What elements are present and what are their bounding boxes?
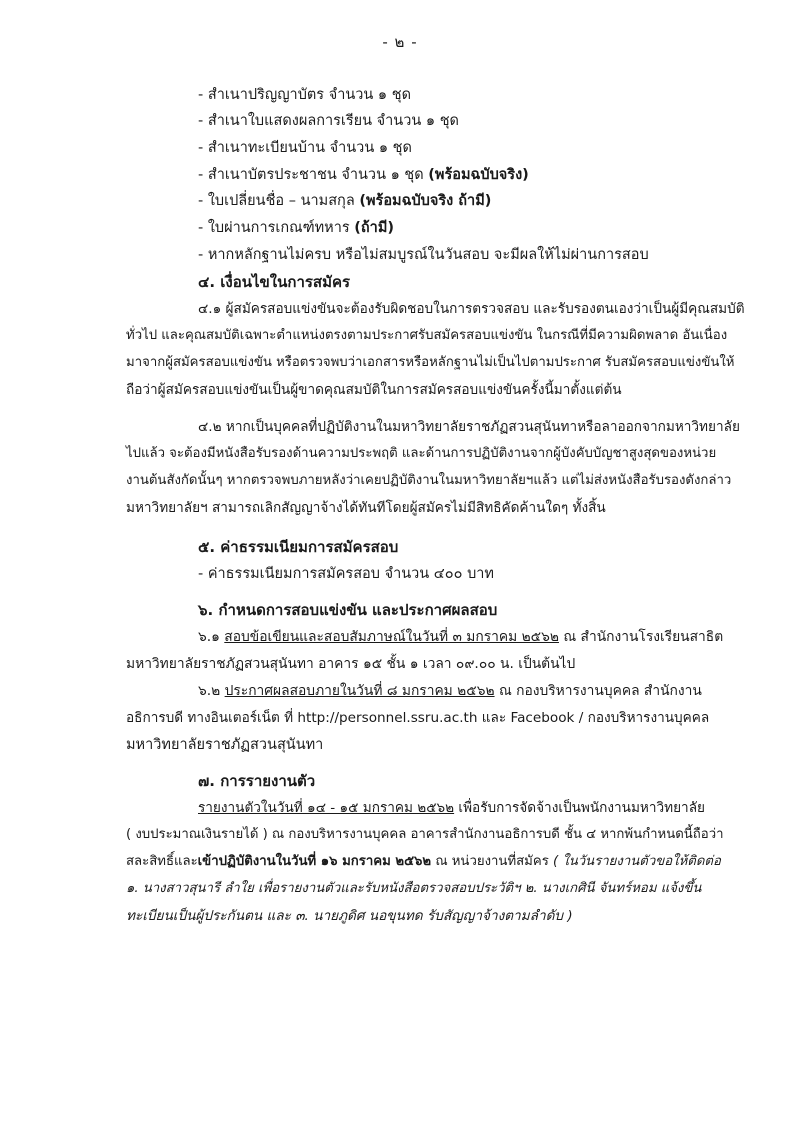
doc-item-transcript: - สำเนาใบแสดงผลการเรียน จำนวน ๑ ชุด [198,113,459,129]
incomplete-docs-note: - หากหลักฐานไม่ครบ หรือไม่สมบูรณ์ในวันสอบ จะมีผลให้ไม่ผ่านการสอบ [198,247,649,263]
start-work-date: เข้าปฏิบัติงานในวันที่ ๑๖ มกราคม ๒๕๖๒ [197,854,432,869]
exam-date: สอบข้อเขียนและสอบสัมภาษณ์ในวันที่ ๓ มกราคม ๒๕๖๒ [224,629,559,645]
result-date: ประกาศผลสอบภายในวันที่ ๘ มกราคม ๒๕๖๒ [224,683,495,699]
doc-item-degree: - สำเนาปริญญาบัตร จำนวน ๑ ชุด [198,87,411,103]
section6-p2-rest: ณ กองบริหารงานบุคคล สำนักงาน [494,683,702,699]
doc-item-id-card [198,164,529,186]
section4-p2-line4: มหาวิทยาลัยฯ สามารถเลิกสัญญาจ้างได้ทันทีโดยผู้สมัครไม่มีสิทธิคัดค้านใดๆ ทั้งสิ้น [126,500,606,516]
section7-line3-a: สละสิทธิ์และ [126,854,198,869]
page-number: - ๒ - [382,33,418,51]
section4-p1-line1: ๔.๑ ผู้สมัครสอบแข่งขันจะต้องรับผิดชอบในการตรวจสอบ และรับรองตนเองว่าเป็นผู้มีคุณสมบัติ [198,301,745,317]
doc-item-name-change [198,190,491,212]
doc-item-id-card-text: - สำเนาบัตรประชาชน จำนวน ๑ ชุด [198,167,429,183]
section4-p2-line2: ไปแล้ว จะต้องมีหนังสือรับรองด้านความประพฤติ และด้านการปฏิบัติงานจากผู้บังคับบัญชาสูงสุดของหน่วย [126,446,717,461]
section6-heading: ๖. กำหนดการสอบแข่งขัน และประกาศผลสอบ [198,601,498,619]
section7-line3-b: ณ หน่วยงานที่สมัคร [431,854,553,869]
doc-item-military-note: (ถ้ามี) [354,220,394,236]
section6-p1-line1 [198,626,723,648]
section7-line5: ทะเบียนเป็นผู้ประกันตน และ ๓. นายภูดิศ นอขุนทด รับสัญญาจ้างตามลำดับ ) [126,908,573,924]
doc-item-military-text: - ใบผ่านการเกณฑ์ทหาร [198,220,355,236]
section6-p1-rest: ณ สำนักงานโรงเรียนสาธิต [558,629,724,645]
section7-line3-italic: ( ในวันรายงานตัวขอให้ติดต่อ [552,854,721,869]
section6-p2-line1 [198,680,702,702]
section6-p2-line2: อธิการบดี ทางอินเตอร์เน็ต ที่ http://personnel.ssru.ac.th และ Facebook / กองบริหารงานบุคคล [126,710,710,726]
section7-heading: ๗. การรายงานตัว [198,772,316,790]
section4-p1-line2: ทั่วไป และคุณสมบัติเฉพาะตำแหน่งตรงตามประกาศรับสมัครสอบแข่งขัน ในกรณีที่มีความผิดพลาด อันเนื่อง [126,328,728,343]
section7-line1 [198,797,705,819]
section4-heading: ๔. เงื่อนไขในการสมัคร [198,273,351,291]
doc-item-name-change-note: (พร้อมฉบับจริง ถ้ามี) [359,193,492,209]
section6-p2-prefix: ๖.๒ [198,683,225,699]
section7-line1-rest: เพื่อรับการจัดจ้างเป็นพนักงานมหาวิทยาลัย [454,800,705,816]
doc-item-name-change-text: - ใบเปลี่ยนชื่อ – นามสกุล [198,193,360,209]
section4-p2-line3: งานต้นสังกัดนั้นๆ หากตรวจพบภายหลังว่าเคยปฏิบัติงานในมหาวิทยาลัยฯแล้ว แต่ไม่ส่งหนังสือรับรองดังกล่าว [126,473,732,488]
section4-p1-line4: ถือว่าผู้สมัครสอบแข่งขันเป็นผู้ขาดคุณสมบัติในการสมัครสอบแข่งขันครั้งนี้มาตั้งแต่ต้น [126,382,622,398]
doc-item-id-card-note: (พร้อมฉบับจริง) [428,167,529,183]
doc-item-military [198,217,394,239]
section6-p1-line2: มหาวิทยาลัยราชภัฏสวนสุนันทา อาคาร ๑๕ ชั้น ๑ เวลา ๐๙.๐๐ น. เป็นต้นไป [126,656,576,672]
section7-line3 [126,851,721,873]
section5-heading: ๕. ค่าธรรมเนียมการสมัครสอบ [198,538,399,556]
section6-p2-line3: มหาวิทยาลัยราชภัฏสวนสุนันทา [126,737,324,753]
section4-p1-line3: มาจากผู้สมัครสอบแข่งขัน หรือตรวจพบว่าเอกสารหรือหลักฐานไม่เป็นไปตามประกาศ รับสมัครสอบแข่งขันให้ [126,355,735,370]
doc-item-house-registration: - สำเนาทะเบียนบ้าน จำนวน ๑ ชุด [198,140,412,156]
section7-line2: ( งบประมาณเงินรายได้ ) ณ กองบริหารงานบุคคล อาคารสำนักงานอธิการบดี ชั้น ๔ หากพ้นกำหนดนี้ถือว่า [126,827,724,842]
section7-line4: ๑. นางสาวสุนารี ลำใย เพื่อรายงานตัวและรับหนังสือตรวจสอบประวัติฯ ๒. นางเกศินี จันทร์หอม แจ้งขึ้น [126,881,702,896]
report-date: รายงานตัวในวันที่ ๑๔ - ๑๕ มกราคม ๒๕๖๒ [198,800,455,816]
section5-fee: - ค่าธรรมเนียมการสมัครสอบ จำนวน ๔๐๐ บาท [198,566,494,582]
section6-p1-prefix: ๖.๑ [198,629,225,645]
section4-p2-line1: ๔.๒ หากเป็นบุคคลที่ปฏิบัติงานในมหาวิทยาลัยราชภัฏสวนสุนันทาหรือลาออกจากมหาวิทยาลัย [198,419,740,435]
